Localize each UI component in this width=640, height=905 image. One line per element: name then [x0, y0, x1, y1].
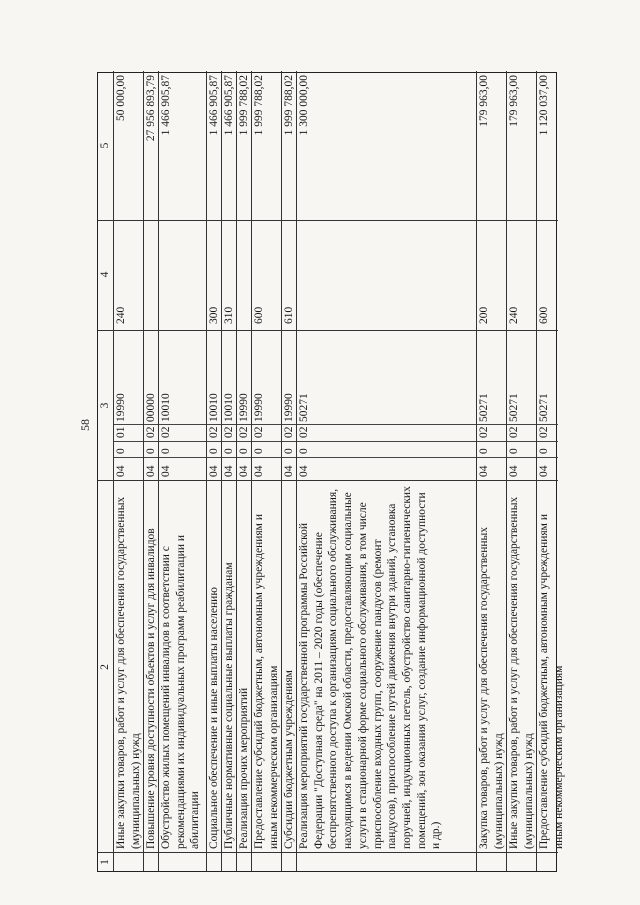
row-name: Реализация прочих мероприятий — [237, 481, 251, 853]
table-row — [113, 71, 143, 871]
row-code: 04 0 01 19990 — [114, 331, 143, 481]
page-number: 58 — [78, 419, 92, 431]
table-header-row — [98, 71, 113, 871]
table-row — [158, 71, 206, 871]
row-vr — [144, 221, 158, 331]
row-code: 04 0 02 50271 — [297, 331, 476, 481]
table-row — [536, 71, 565, 871]
table-row — [236, 71, 251, 871]
row-sum: 179 963,00 — [477, 71, 506, 221]
row-vr: 610 — [282, 221, 296, 331]
table-row — [251, 71, 281, 871]
row-code: 04 0 02 10010 — [207, 331, 221, 481]
row-sum: 1 999 788,02 — [282, 71, 296, 221]
row-sum: 1 466 905,87 — [207, 71, 221, 221]
row-code: 04 0 02 10010 — [222, 331, 236, 481]
row-name: Иные закупки товаров, работ и услуг для обеспечения государственных (муниципальных) нужд — [507, 481, 536, 853]
row-code: 04 0 02 50271 — [507, 331, 536, 481]
row-sum: 1 300 000,00 — [297, 71, 476, 221]
table-row — [221, 71, 236, 871]
row-sum: 1 999 788,02 — [252, 71, 281, 221]
table-row — [296, 71, 476, 871]
row-vr: 600 — [252, 221, 281, 331]
row-name: Предоставление субсидий бюджетным, автономным учреждениям и иным некоммерческим организациям — [252, 481, 281, 853]
row-vr: 240 — [507, 221, 536, 331]
header-col-4: 4 — [98, 221, 113, 331]
row-name: Предоставление субсидий бюджетным, автономным учреждениям и иным некоммерческим организациям — [537, 481, 558, 853]
row-name: Субсидии бюджетным учреждениям — [282, 481, 296, 853]
table-row — [476, 71, 506, 871]
row-code: 04 0 02 10010 — [159, 331, 206, 481]
row-vr — [237, 221, 251, 331]
row-vr: 600 — [537, 221, 558, 331]
table-row — [206, 71, 221, 871]
row-sum: 1 120 037,00 — [537, 71, 558, 221]
row-sum: 27 956 893,79 — [144, 71, 158, 221]
header-col-2: 2 — [98, 481, 113, 853]
row-code: 04 0 02 19990 — [282, 331, 296, 481]
row-code: 04 0 02 19990 — [237, 331, 251, 481]
row-name: Реализация мероприятий государственной программы Российской Федерации "Доступная среда" на 2011 – 2020 годы (обеспечение беспрепятственного доступа к организациям социального обслуживания, находящимся в ведении Омской области, предоставляющим социальные услуги в стационарной форме социального обслуживания, в том числе приспособление входных групп, сооружение пандусов (ремонт пандусов), приспособление путей движения внутри зданий, установка поручней, индукционных петель, обустройство санитарно-гигиенических помещений, зон оказания услуг, создание информационной доступности и др.) — [297, 481, 476, 853]
row-vr: 300 — [207, 221, 221, 331]
row-name: Социальное обеспечение и иные выплаты населению — [207, 481, 221, 853]
table-row — [281, 71, 296, 871]
row-sum: 179 963,00 — [507, 71, 536, 221]
row-vr: 200 — [477, 221, 506, 331]
header-col-3: 3 — [98, 331, 113, 481]
table-row — [143, 71, 158, 871]
header-col-1: 1 — [99, 859, 111, 865]
row-sum: 1 466 905,87 — [159, 71, 206, 221]
row-sum: 1 466 905,87 — [222, 71, 236, 221]
budget-table — [97, 72, 565, 872]
row-vr: 310 — [222, 221, 236, 331]
row-sum: 1 999 788,02 — [237, 71, 251, 221]
row-name: Публичные нормативные социальные выплаты гражданам — [222, 481, 236, 853]
row-code: 04 0 02 50271 — [477, 331, 506, 481]
row-code: 04 0 02 19990 — [252, 331, 281, 481]
row-name: Иные закупки товаров, работ и услуг для обеспечения государственных (муниципальных) нужд — [114, 481, 143, 853]
row-code: 04 0 02 50271 — [537, 331, 558, 481]
row-name: Обустройство жилых помещений инвалидов в соответствии с рекомендациями их индивидуальных программ реабилитации и абилитации — [159, 481, 206, 853]
row-vr: 240 — [114, 221, 143, 331]
row-code: 04 0 02 00000 — [144, 331, 158, 481]
row-vr — [297, 221, 476, 331]
row-name: Повышение уровня доступности объектов и услуг для инвалидов — [144, 481, 158, 853]
header-col-5: 5 — [98, 71, 113, 221]
row-sum: 50 000,00 — [114, 71, 143, 221]
table-row — [506, 71, 536, 871]
row-name: Закупка товаров, работ и услуг для обеспечения государственных (муниципальных) нужд — [477, 481, 506, 853]
row-vr — [159, 221, 206, 331]
